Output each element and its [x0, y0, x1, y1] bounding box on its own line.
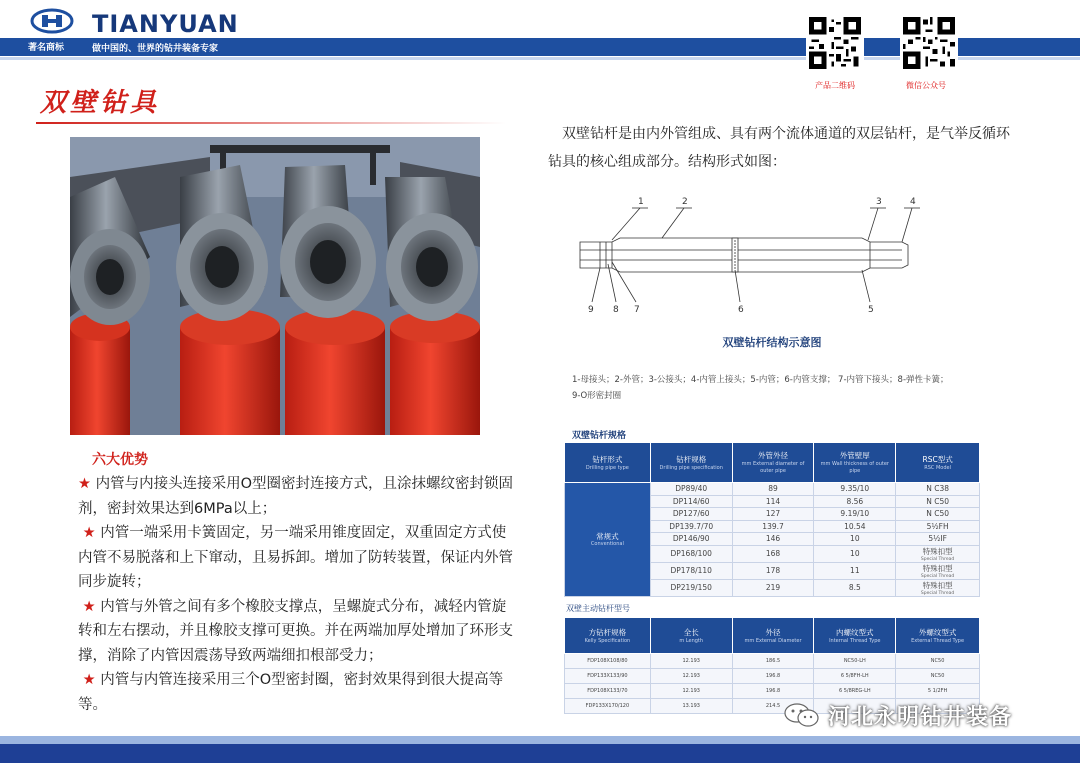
wechat-qr-code[interactable]: [900, 14, 958, 72]
diagram-legend: 1-母接头；2-外管；3-公接头；4-内管上接头；5-内管；6-内管支撑； 7-内管下接头；8-弹性卡簧；9-O形密封圈: [572, 375, 949, 401]
star-icon: ★: [82, 672, 101, 688]
callout-5: 5: [868, 305, 874, 315]
wechat-watermark: [782, 700, 1012, 730]
callout-9: 9: [588, 305, 594, 315]
table-row: FDP133X133/90 12.193 196.8 6 5/8FH-LH NC50: [565, 669, 980, 684]
tagline: 做中国的、世界的钻井装备专家: [92, 44, 219, 54]
table-row: DP146/90 146 10 5½IF: [565, 533, 980, 546]
table-row: 常规式 Conventional DP89/40 89 9.35/10 N C38: [565, 483, 980, 496]
callout-4: 4: [910, 197, 916, 207]
advantages-list: [78, 472, 518, 717]
page-title: 双壁钻具: [40, 88, 161, 118]
qr-caption-wechat: 微信公众号: [906, 81, 946, 90]
structure-diagram: [572, 190, 972, 320]
kelly-table-title: 双壁主动钻杆型号: [566, 604, 630, 613]
star-icon: ★: [82, 598, 101, 615]
spec-table-header: [565, 443, 980, 483]
star-icon: ★: [82, 525, 101, 541]
callout-7: 7: [634, 305, 640, 315]
footer-stripe: [0, 736, 1080, 744]
table-row: DP168/100 168 10 特殊扣型 Special Thread: [565, 545, 980, 562]
footer-band: [0, 744, 1080, 763]
product-photo: [70, 137, 480, 435]
watermark-text: 河北永明钻井装备: [828, 704, 1013, 730]
kelly-table-header: [565, 618, 980, 654]
star-icon: ★: [78, 476, 96, 492]
col-header: 外径 mm External Diameter: [732, 618, 814, 654]
intro-paragraph: 双壁钻杆是由内外管组成、具有两个流体通道的双层钻杆，是气举反循环钻具的核心组成部分。结构形式如图：: [548, 126, 1010, 170]
table-row: DP139.7/70 139.7 10.54 5½FH: [565, 520, 980, 533]
table-row: DP219/150 219 8.5 特殊扣型 Special Thread: [565, 579, 980, 596]
callout-3: 3: [876, 197, 882, 207]
col-header: 外管外径 mm External diameter of outer pipe: [732, 443, 814, 483]
callout-2: 2: [682, 197, 688, 207]
page-header: [0, 0, 1080, 90]
advantages-heading: 六大优势: [92, 452, 148, 468]
brand-name: TIANYUAN: [92, 10, 239, 38]
table-row: DP127/60 127 9.19/10 N C50: [565, 508, 980, 521]
table-row: FDP108X108/80 12.193 186.5 NC50-LH NC50: [565, 654, 980, 669]
table-row: DP114/60 114 8.56 N C50: [565, 495, 980, 508]
table-row: DP178/110 178 11 特殊扣型 Special Thread: [565, 562, 980, 579]
wechat-icon: [782, 701, 822, 729]
company-logo: [30, 8, 74, 34]
advantage-item: ★ 内管与内接头连接采用O型圈密封连接方式，且涂抹螺纹密封锁固剂，密封效果达到6MPa以上；: [78, 476, 514, 517]
callout-8: 8: [613, 305, 619, 315]
table-row: FDP133X170/120 13.193 214.5: [565, 699, 980, 714]
spec-table-title: 双壁钻杆规格: [572, 431, 627, 441]
col-header: 全长 m Length: [650, 618, 732, 654]
col-header: RSC型式 RSC Model: [896, 443, 980, 483]
trademark-badge: 著名商标: [28, 43, 65, 53]
product-qr-code[interactable]: [806, 14, 864, 72]
col-header: 钻杆形式 Drilling pipe type: [565, 443, 651, 483]
table-row: FDP108X133/70 12.193 196.8 6 5/8REG-LH 5 1/2FH: [565, 684, 980, 699]
col-header: 外管壁厚 mm Wall thickness of outer pipe: [814, 443, 896, 483]
callout-6: 6: [738, 305, 744, 315]
category-cell: 常规式 Conventional: [565, 483, 651, 597]
spec-table: [564, 442, 980, 597]
advantage-item: ★ 内管与外管之间有多个橡胶支撑点，呈螺旋式分布，减轻内管旋转和左右摆动，并且橡胶支撑可更换。并在两端加厚处增加了环形支撑，消除了内管因震荡导致两端细扣根部受力；: [78, 598, 513, 664]
col-header: 钻杆规格 Drilling pipe specification: [650, 443, 732, 483]
col-header: 外螺纹型式 External Thread Type: [896, 618, 980, 654]
advantage-item: ★ 内管一端采用卡簧固定，另一端采用锥度固定，双重固定方式使内管不易脱落和上下窜动，且易拆卸。增加了防转装置，保证内外管同步旋转；: [78, 525, 513, 590]
diagram-caption: 双壁钻杆结构示意图: [722, 336, 822, 349]
callout-1: 1: [638, 197, 644, 207]
col-header: 方钻杆规格 Kelly Specification: [565, 618, 651, 654]
title-underline: [36, 122, 506, 124]
advantage-item: ★ 内管与内管连接采用三个O型密封圈，密封效果得到很大提高等等。: [78, 672, 504, 713]
qr-caption-product: 产品二维码: [815, 81, 855, 90]
col-header: 内螺纹型式 Internal Thread Type: [814, 618, 896, 654]
